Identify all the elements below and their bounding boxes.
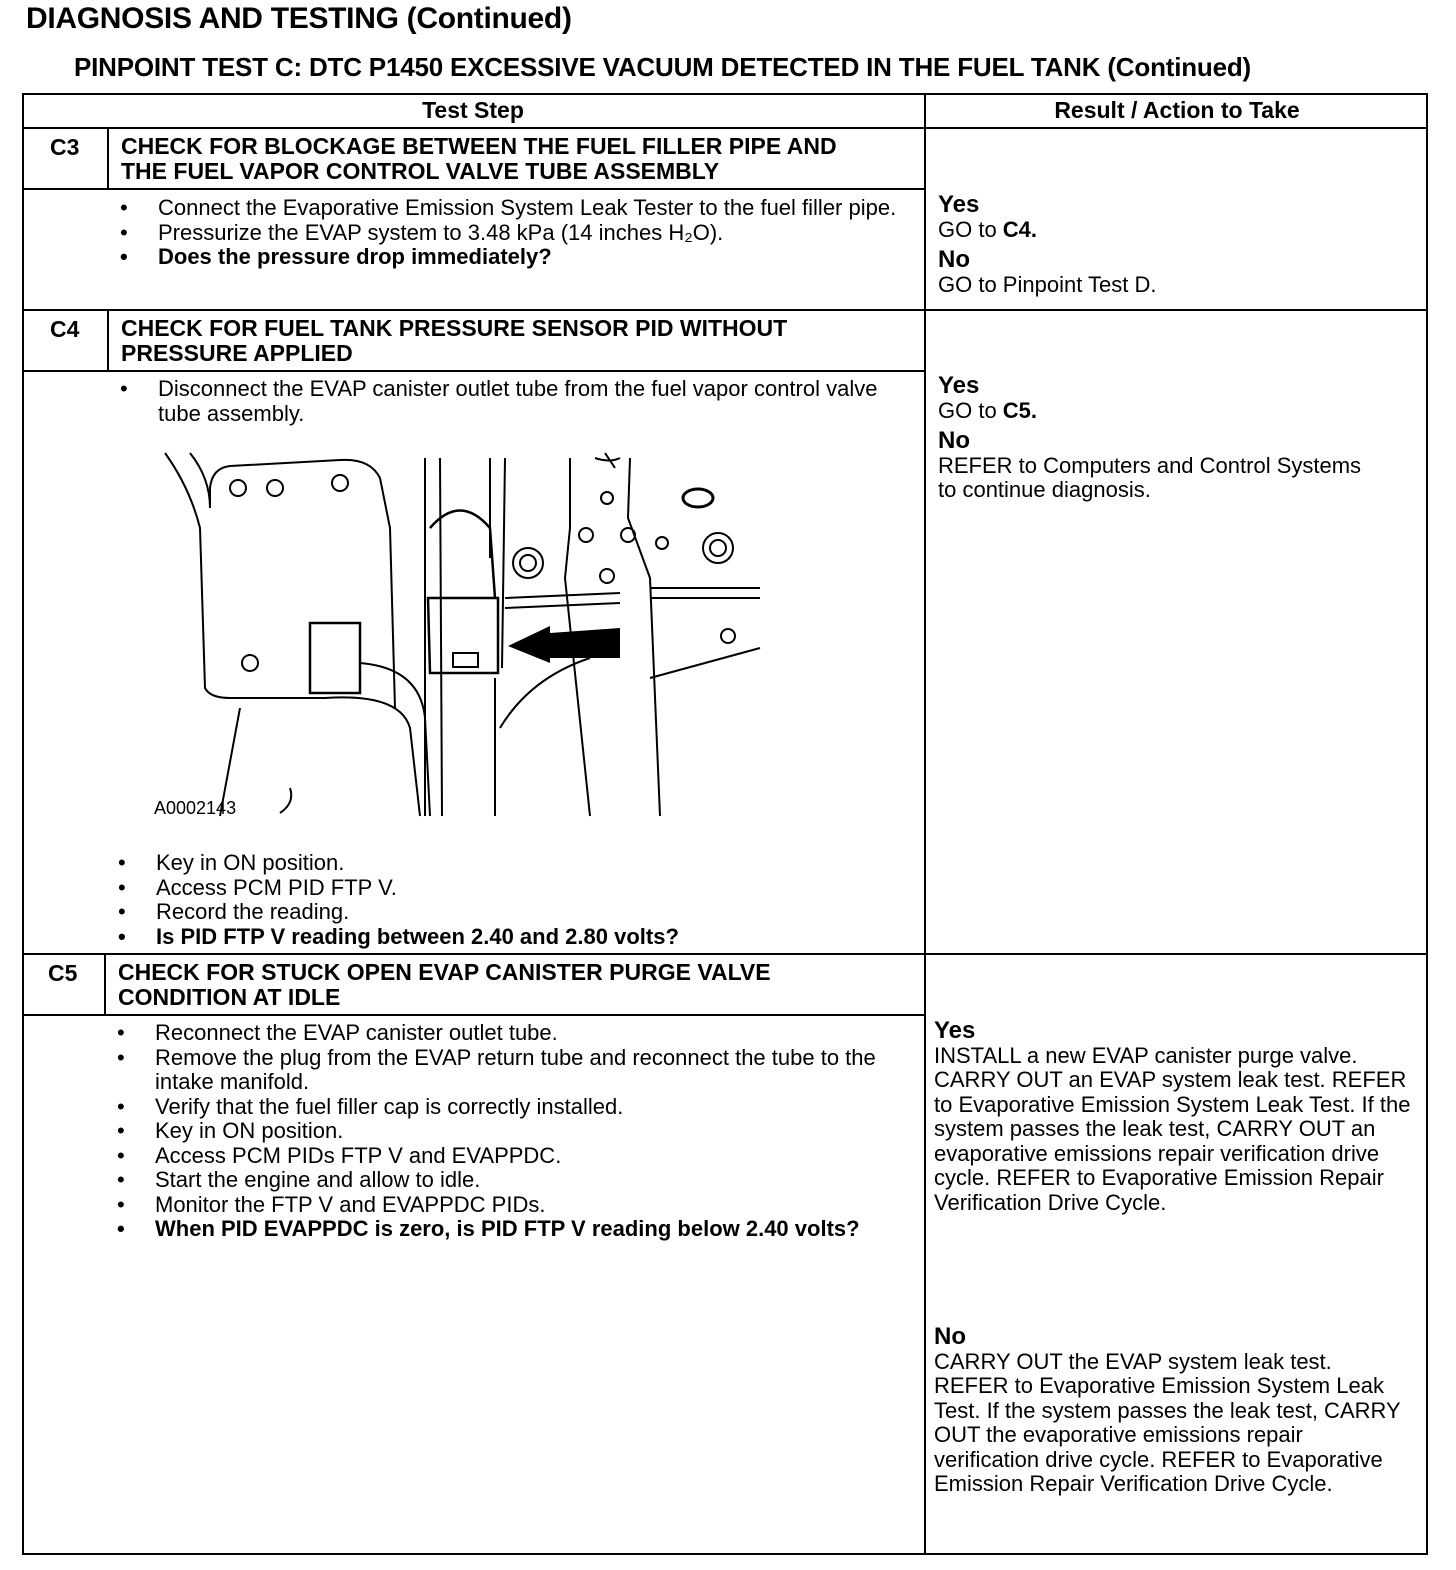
result-c5-yes: [934, 1019, 1419, 1215]
instruction: • Key in ON position.: [155, 1119, 885, 1144]
instruction-question: • Does the pressure drop immediately?: [158, 245, 898, 270]
instruction: • Monitor the FTP V and EVAPPDC PIDs.: [155, 1193, 885, 1218]
step-c4-instructions-after: [156, 851, 896, 949]
step-id-c4: C4: [50, 316, 80, 342]
step-c4-instructions-before: [158, 377, 878, 426]
divider: [107, 310, 109, 371]
instruction: • Access PCM PID FTP V.: [156, 876, 896, 901]
instruction: • Disconnect the EVAP canister outlet tube from the fuel vapor control valve tube assembly.: [158, 377, 878, 426]
yes-text: GO to: [938, 397, 1003, 423]
step-id-c3: C3: [50, 134, 80, 160]
fuel-vapor-valve-diagram: [150, 448, 765, 820]
col-header-test-step: Test Step: [422, 97, 524, 123]
divider: [22, 953, 1428, 955]
instruction: • Connect the Evaporative Emission System Leak Tester to the fuel filler pipe.: [158, 196, 898, 221]
step-title-c5: CHECK FOR STUCK OPEN EVAP CANISTER PURGE VALVE CONDITION AT IDLE: [118, 959, 771, 1010]
divider: [22, 188, 924, 190]
instruction: • Record the reading.: [156, 900, 896, 925]
divider: [104, 954, 106, 1015]
instruction: • Access PCM PIDs FTP V and EVAPPDC.: [155, 1144, 885, 1169]
no-label: No: [938, 427, 970, 454]
instruction: • Start the engine and allow to idle.: [155, 1168, 885, 1193]
step-c5-instructions: [155, 1021, 885, 1242]
yes-label: Yes: [938, 372, 980, 399]
result-c3: [938, 193, 1418, 297]
yes-ref-link[interactable]: C4.: [1002, 216, 1038, 242]
pinpoint-test-subtitle: PINPOINT TEST C: DTC P1450 EXCESSIVE VACUUM DETECTED IN THE FUEL TANK (Continued): [74, 52, 1251, 82]
yes-text: INSTALL a new EVAP canister purge valve. CARRY OUT an EVAP system leak test. REFER to Evaporative Emission System Leak Test. If the system passes the leak test, CARRY OUT an evaporative emissions repair verification drive cycle. REFER to Evaporative Emission Repair Verification Drive Cycle.: [934, 1042, 1411, 1215]
step-c3-instructions: [158, 196, 898, 270]
instruction: • Reconnect the EVAP canister outlet tube.: [155, 1021, 885, 1046]
result-c4: [938, 374, 1378, 503]
divider: [22, 309, 1428, 311]
step-title-c4: CHECK FOR FUEL TANK PRESSURE SENSOR PID WITHOUT PRESSURE APPLIED: [121, 315, 788, 366]
yes-label: Yes: [938, 191, 980, 218]
no-text: CARRY OUT the EVAP system leak test. REFER to Evaporative Emission System Leak Test. If the system passes the leak test, CARRY OUT the evaporative emissions repair verification drive cycle. REFER to Evaporative Emission Repair Verification Drive Cycle.: [934, 1348, 1401, 1496]
no-text: REFER to Computers and Control Systems to continue diagnosis.: [938, 452, 1362, 502]
result-c5-no: [934, 1325, 1409, 1497]
no-label: No: [938, 246, 970, 273]
instruction: • Key in ON position.: [156, 851, 896, 876]
yes-label: Yes: [934, 1017, 976, 1044]
divider: [22, 127, 1428, 129]
column-divider: [924, 93, 926, 1555]
no-label: No: [934, 1323, 966, 1350]
divider: [22, 1014, 924, 1016]
instruction: • Remove the plug from the EVAP return tube and reconnect the tube to the intake manifold.: [155, 1046, 885, 1095]
page-title: DIAGNOSIS AND TESTING (Continued): [26, 2, 572, 35]
figure-label: A0002143: [154, 798, 237, 818]
instruction: • Verify that the fuel filler cap is correctly installed.: [155, 1095, 885, 1120]
divider: [107, 128, 109, 189]
instruction: • Pressurize the EVAP system to 3.48 kPa (14 inches H₂O).: [158, 221, 898, 246]
instruction-question: • When PID EVAPPDC is zero, is PID FTP V reading below 2.40 volts?: [155, 1217, 885, 1242]
step-title-c3: CHECK FOR BLOCKAGE BETWEEN THE FUEL FILLER PIPE AND THE FUEL VAPOR CONTROL VALVE TUBE ASSEMBLY: [121, 133, 837, 184]
divider: [22, 370, 924, 372]
col-header-result: Result / Action to Take: [1054, 97, 1300, 123]
instruction-question: • Is PID FTP V reading between 2.40 and 2.80 volts?: [156, 925, 896, 950]
step-id-c5: C5: [48, 960, 78, 986]
no-text: GO to Pinpoint Test D.: [938, 271, 1157, 297]
yes-ref-link[interactable]: C5.: [1002, 397, 1038, 423]
yes-text: GO to: [938, 216, 1003, 242]
